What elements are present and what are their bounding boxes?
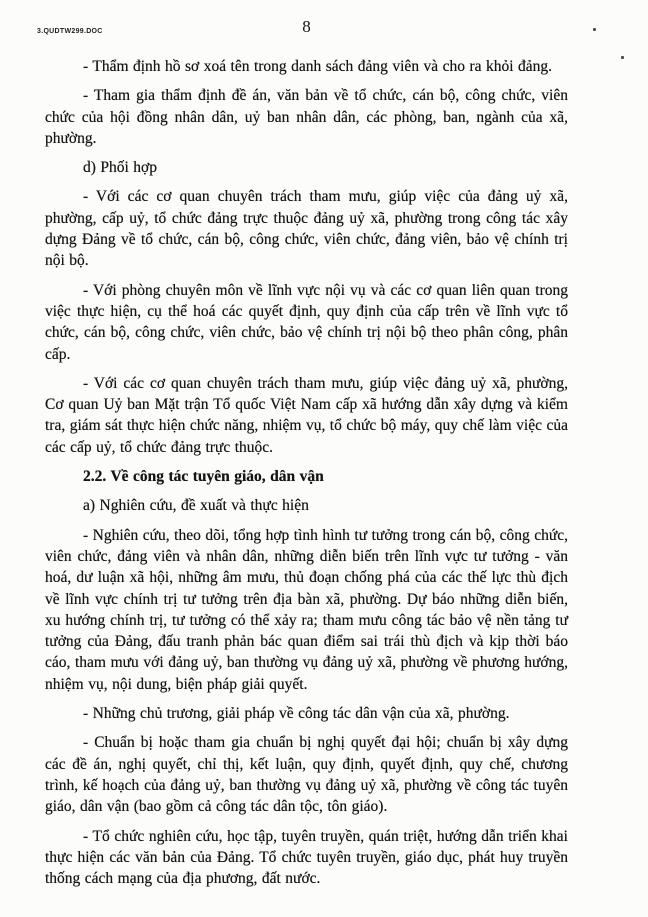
paragraph: - Với các cơ quan chuyên trách tham mưu, giúp việc đảng uỷ xã, phường, Cơ quan Uỷ ban Mặt trận Tổ quốc Việt Nam cấp xã hướng dẫn xây dựng và kiểm tra, giám sát thực hiện chức năng, nhiệm vụ, tổ chức bộ máy, quy chế làm việc của các cấp uỷ, tổ chức đảng trực thuộc.: [45, 374, 568, 456]
page-number: 8: [302, 17, 311, 36]
paragraph: - Với phòng chuyên môn về lĩnh vực nội vụ và các cơ quan liên quan trong việc thực hiện, cụ thể hoá các quyết định, quy định của cấp trên về lĩnh vực tổ chức, cán bộ, công chức, viên chức, bảo vệ chính trị nội bộ theo phân công, phân cấp.: [45, 281, 568, 363]
scan-speck: [593, 28, 596, 31]
paragraph: - Những chủ trương, giải pháp về công tác dân vận của xã, phường.: [83, 705, 510, 723]
paragraph: - Với các cơ quan chuyên trách tham mưu, giúp việc của đảng uỷ xã, phường, cấp uỷ, tổ chức đảng trực thuộc đảng uỷ xã, phường trong công tác xây dựng Đảng về tổ chức, cán bộ, công chức, viên chức, đảng viên, bảo vệ chính trị nội bộ.: [45, 188, 568, 270]
paragraph: - Tổ chức nghiên cứu, học tập, tuyên truyền, quán triệt, hướng dẫn triển khai thực hiện các văn bản của Đảng. Tổ chức tuyên truyền, giáo dục, phát huy truyền thống cách mạng của địa phương, đất nước.: [45, 827, 568, 888]
scan-speck: [621, 56, 624, 59]
paragraph: - Nghiên cứu, theo dõi, tổng hợp tình hình tư tưởng trong cán bộ, công chức, viên chức, đảng viên và nhân dân, những diễn biến trên lĩnh vực tư tưởng - văn hoá, dư luận xã hội, những âm mưu, thủ đoạn chống phá của các thế lực thù địch về lĩnh vực chính trị tư tưởng trên địa bàn xã, phường. Dự báo những diễn biến, xu hướng chính trị, tư tưởng có thể xảy ra; tham mưu công tác bảo vệ nền tảng tư tưởng của Đảng, đấu tranh phản bác quan điểm sai trái thù địch và kịp thời báo cáo, tham mưu với đảng uỷ, ban thường vụ đảng uỷ xã, phường về phương hướng, nhiệm vụ, nội dung, biện pháp giải quyết.: [45, 526, 568, 693]
paragraph: - Thẩm định hồ sơ xoá tên trong danh sách đảng viên và cho ra khỏi đảng.: [83, 58, 553, 75]
paragraph: - Tham gia thẩm định đề án, văn bản về tổ chức, cán bộ, công chức, viên chức của hội đồng nhân dân, uỷ ban nhân dân, các phòng, ban, ngành của xã, phường.: [45, 87, 568, 147]
paragraph: - Chuẩn bị hoặc tham gia chuẩn bị nghị quyết đại hội; chuẩn bị xây dựng các đề án, nghị quyết, chỉ thị, kết luận, quy định, quyết định, quy chế, chương trình, kế hoạch của đảng uỷ, ban thường vụ đảng uỷ xã, phường về công tác tuyên giáo, dân vận (bao gồm cả công tác dân tộc, tôn giáo).: [45, 734, 568, 816]
document-body: [45, 56, 568, 889]
header-filename: 3.QUDTW299.DOC: [37, 28, 103, 35]
sub-label: d) Phối hợp: [83, 159, 157, 177]
section-heading: 2.2. Về công tác tuyên giáo, dân vận: [83, 468, 324, 486]
sub-label: a) Nghiên cứu, đề xuất và thực hiện: [83, 497, 309, 515]
